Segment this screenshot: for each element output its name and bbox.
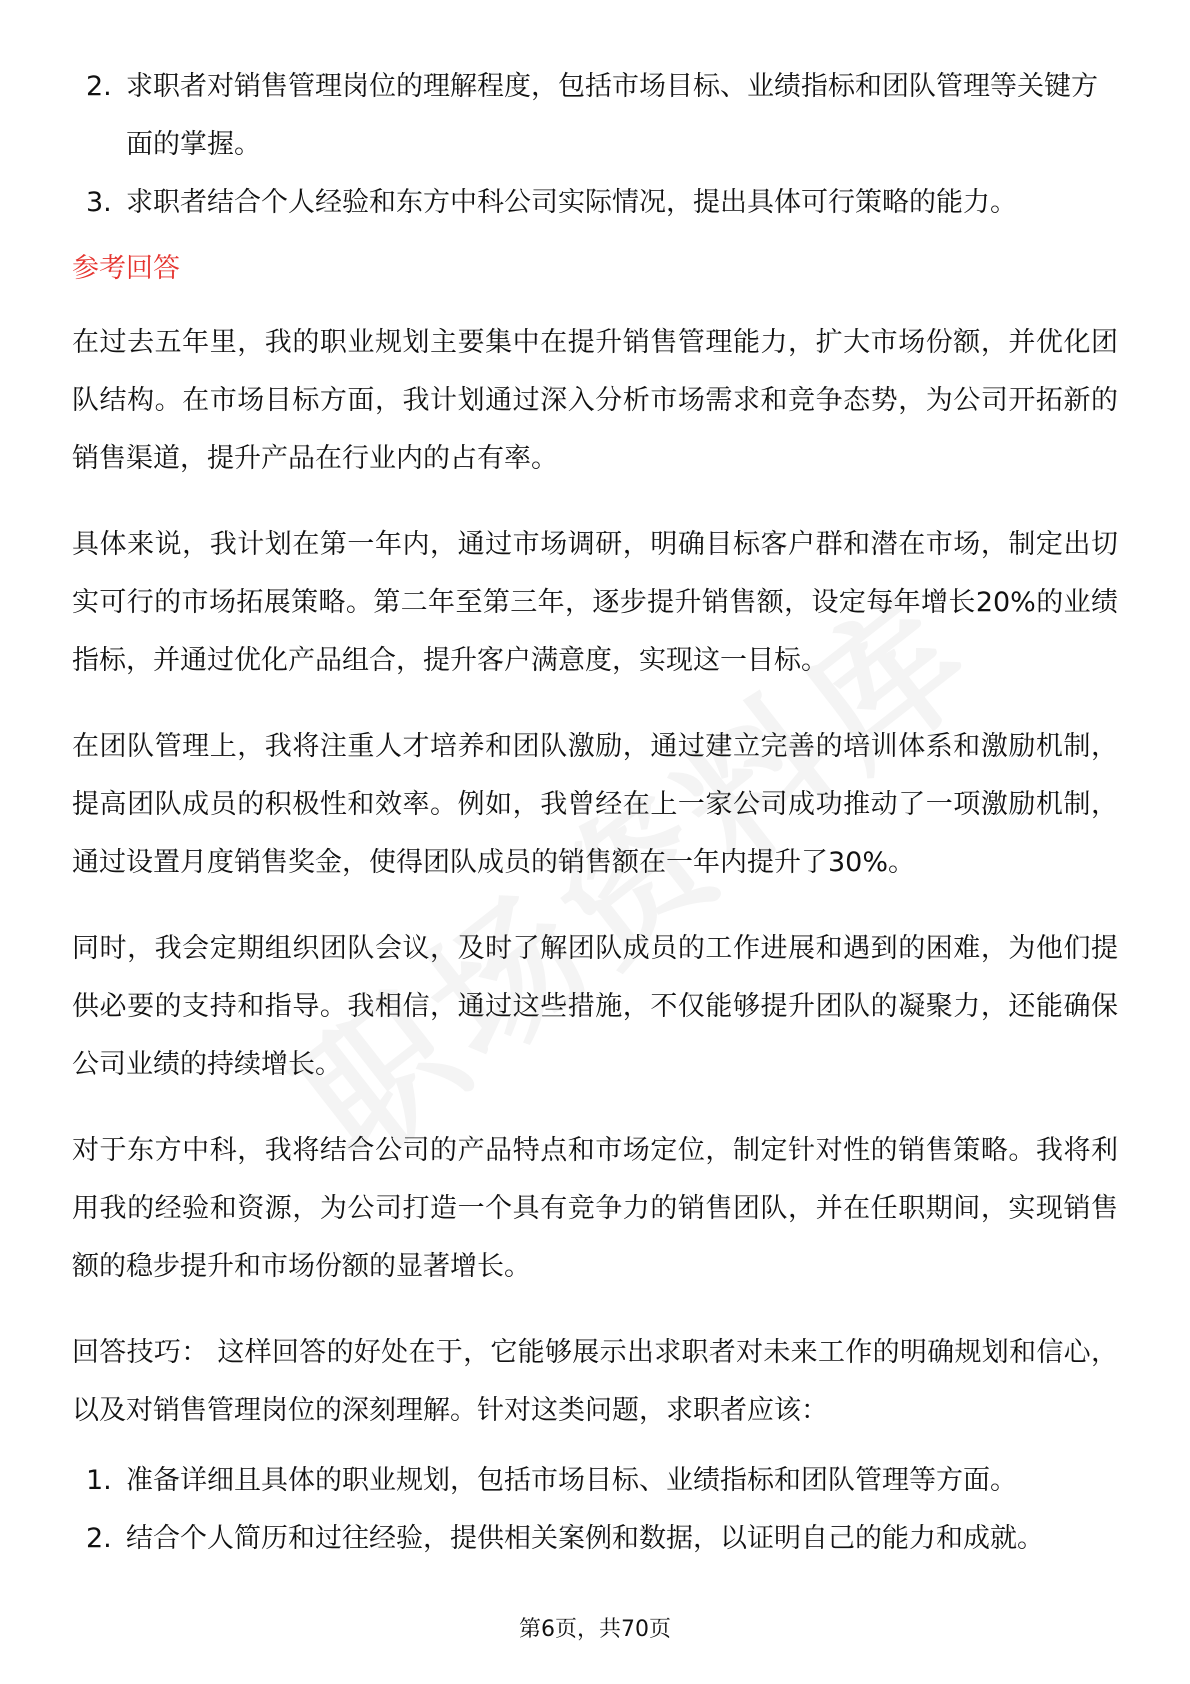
list-number: 1. (86, 1465, 112, 1496)
paragraph: 同时，我会定期组织团队会议，及时了解团队成员的工作进展和遇到的困难，为他们提供必要的支持和指导。我相信，通过这些措施，不仅能够提升团队的凝聚力，还能确保公司业绩的持续增长。 (72, 933, 1118, 1080)
list-number: 3. (86, 187, 112, 218)
list-item (72, 1452, 1118, 1510)
paragraph: 具体来说，我计划在第一年内，通过市场调研，明确目标客户群和潜在市场，制定出切实可行的市场拓展策略。第二年至第三年，逐步提升销售额，设定每年增长20%的业绩指标，并通过优化产品组合，提升客户满意度，实现这一目标。 (72, 529, 1118, 676)
list-text: 准备详细且具体的职业规划，包括市场目标、业绩指标和团队管理等方面。 (126, 1465, 1017, 1496)
list-item (72, 174, 1118, 232)
list-item (72, 1510, 1118, 1568)
list-text: 结合个人简历和过往经验，提供相关案例和数据，以证明自己的能力和成就。 (126, 1523, 1044, 1554)
criteria-list (72, 58, 1118, 232)
paragraph: 在过去五年里，我的职业规划主要集中在提升销售管理能力，扩大市场份额，并优化团队结构。在市场目标方面，我计划通过深入分析市场需求和竞争态势，为公司开拓新的销售渠道，提升产品在行业内的占有率。 (72, 327, 1118, 474)
document-page (72, 58, 1118, 1568)
paragraph: 在团队管理上，我将注重人才培养和团队激励，通过建立完善的培训体系和激励机制，提高团队成员的积极性和效率。例如，我曾经在上一家公司成功推动了一项激励机制，通过设置月度销售奖金，使得团队成员的销售额在一年内提升了30%。 (72, 731, 1118, 878)
list-text: 求职者结合个人经验和东方中科公司实际情况，提出具体可行策略的能力。 (126, 187, 1017, 218)
paragraph: 对于东方中科，我将结合公司的产品特点和市场定位，制定针对性的销售策略。我将利用我的经验和资源，为公司打造一个具有竞争力的销售团队，并在任职期间，实现销售额的稳步提升和市场份额的显著增长。 (72, 1135, 1118, 1282)
page-footer: 第6页，共70页 (519, 1617, 671, 1642)
paragraph-answer-tips: 回答技巧： 这样回答的好处在于，它能够展示出求职者对未来工作的明确规划和信心，以及对销售管理岗位的深刻理解。针对这类问题，求职者应该： (72, 1337, 1118, 1426)
section-heading-reference-answer: 参考回答 (72, 253, 180, 284)
list-item (72, 58, 1118, 174)
list-number: 2. (86, 71, 112, 102)
tips-list (72, 1452, 1118, 1568)
list-text: 求职者对销售管理岗位的理解程度，包括市场目标、业绩指标和团队管理等关键方面的掌握。 (126, 71, 1098, 160)
list-number: 2. (86, 1523, 112, 1554)
